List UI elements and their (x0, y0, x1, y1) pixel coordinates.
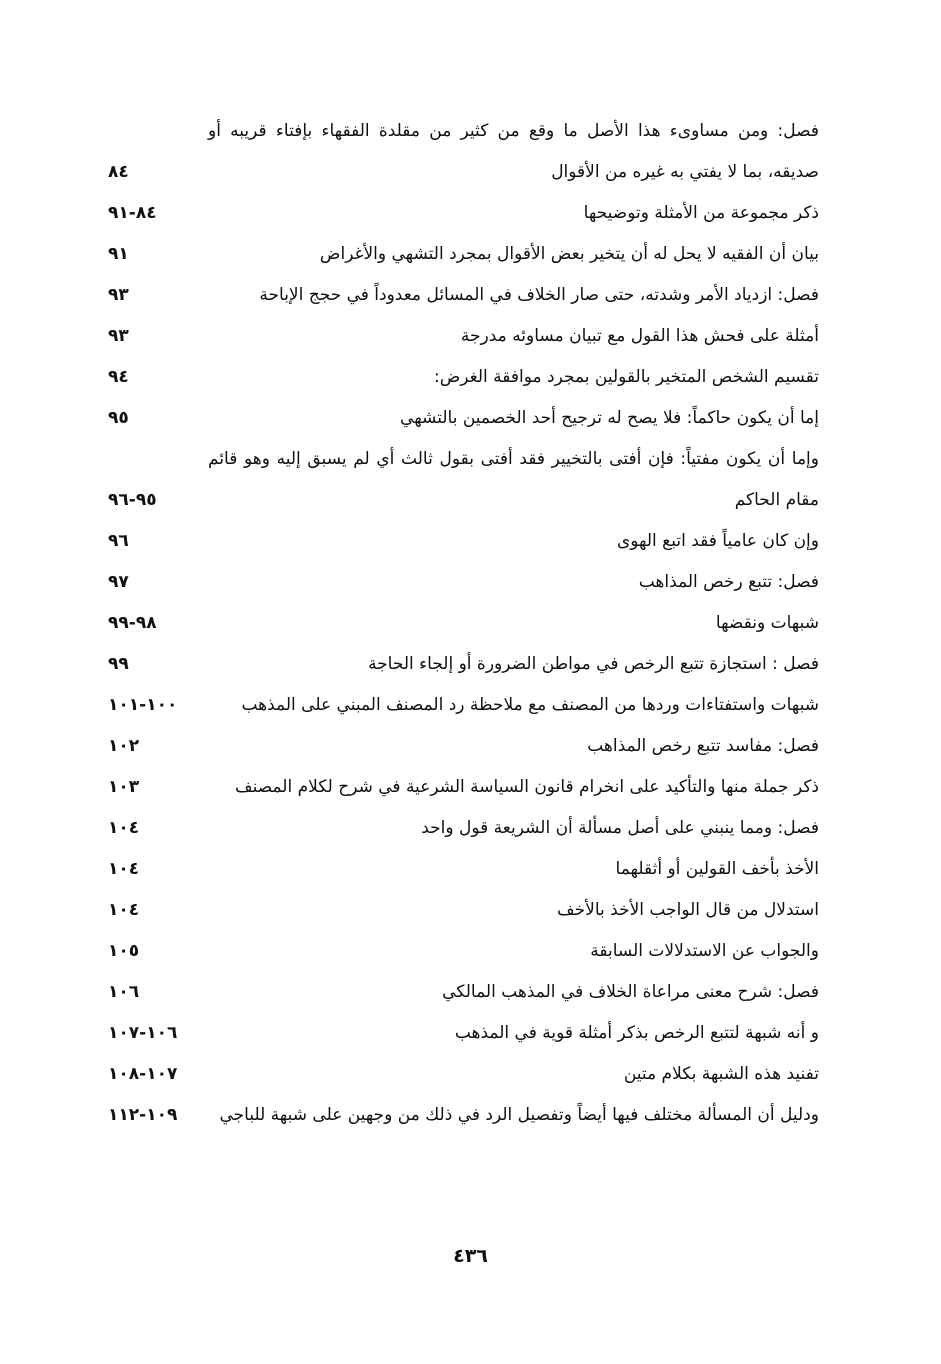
entry-title: فصل : استجازة تتبع الرخص في مواطن الضرورة أو إلجاء الحاجة (368, 654, 819, 674)
toc-entry (108, 767, 819, 808)
entry-title: الأخذ بأخف القولين أو أثقلهما (615, 859, 819, 879)
toc-entry (108, 1013, 819, 1054)
entry-title: إما أن يكون حاكماً: فلا يصح له ترجيح أحد الخصمين بالتشهي (400, 408, 819, 428)
toc-entry (108, 275, 819, 316)
toc-entry (108, 193, 819, 234)
entry-title: فصل: مفاسد تتبع رخص المذاهب (587, 736, 819, 756)
entry-title: فصل: تتبع رخص المذاهب (638, 572, 819, 592)
toc-entry (108, 808, 819, 849)
entry-page-ref: ٩١ (108, 244, 129, 264)
entry-page-ref: ٩٥-٩٦ (108, 490, 157, 510)
entry-page-ref: ١٠٧-١٠٨ (108, 1064, 178, 1084)
entry-title: تقسيم الشخص المتخير بالقولين بمجرد موافقة الغرض: (434, 367, 819, 387)
toc-entry (108, 1054, 819, 1095)
toc-entry (108, 1095, 819, 1136)
entry-page-ref: ١٠٣ (108, 777, 140, 797)
entry-page-ref: ٨٤-٩١ (108, 203, 157, 223)
toc-entry (108, 726, 819, 767)
table-of-contents (108, 111, 819, 1136)
entry-title: شبهات ونقضها (715, 613, 819, 633)
entry-title: بيان أن الفقيه لا يحل له أن يتخير بعض الأقوال بمجرد التشهي والأغراض (319, 244, 819, 264)
entry-page-ref: ٩٦ (108, 531, 129, 551)
toc-entry (108, 849, 819, 890)
entry-page-ref: ١٠٦-١٠٧ (108, 1023, 178, 1043)
toc-entry (108, 439, 819, 521)
entry-page-ref: ٩٣ (108, 326, 129, 346)
entry-page-ref: ١٠٥ (108, 941, 140, 961)
entry-title: وإما أن يكون مفتياً: فإن أفتى بالتخيير فقد أفتى بقول ثالث أي لم يسبق إليه وهو قائم مقام الحاكم (208, 449, 819, 510)
toc-entry (108, 111, 819, 193)
entry-title: فصل: شرح معنى مراعاة الخلاف في المذهب المالكي (442, 982, 819, 1002)
entry-title: شبهات واستفتاءات وردها من المصنف مع ملاحظة رد المصنف المبني على المذهب (241, 695, 819, 715)
entry-title: ودليل أن المسألة مختلف فيها أيضاً وتفصيل الرد في ذلك من وجهين على شبهة للباجي (219, 1105, 819, 1125)
toc-entry (108, 316, 819, 357)
entry-page-ref: ٩٣ (108, 285, 129, 305)
entry-page-ref: ٩٤ (108, 367, 129, 387)
entry-title: والجواب عن الاستدلالات السابقة (590, 941, 819, 961)
page-number: ٤٣٦ (453, 1245, 488, 1267)
entry-page-ref: ٩٥ (108, 408, 129, 428)
entry-title: ذكر جملة منها والتأكيد على انخرام قانون السياسة الشرعية في شرح لكلام المصنف (235, 777, 819, 797)
toc-entry (108, 234, 819, 275)
toc-entry (108, 521, 819, 562)
toc-entry (108, 685, 819, 726)
toc-entry (108, 357, 819, 398)
toc-entry (108, 931, 819, 972)
toc-entry (108, 603, 819, 644)
entry-title: فصل: ومن مساوىء هذا الأصل ما وقع من كثير من مقلدة الفقهاء بإفتاء قريبه أو صديقه، بما لا يفتي به غيره من الأقوال (208, 121, 819, 182)
entry-title: تفنيد هذه الشبهة بكلام متين (623, 1064, 819, 1084)
entry-title: فصل: ومما ينبني على أصل مسألة أن الشريعة قول واحد (421, 818, 819, 838)
entry-page-ref: ٩٧ (108, 572, 129, 592)
toc-entry (108, 972, 819, 1013)
entry-page-ref: ١٠٤ (108, 859, 140, 879)
toc-entry (108, 890, 819, 931)
entry-title: استدلال من قال الواجب الأخذ بالأخف (557, 900, 819, 920)
toc-entry (108, 562, 819, 603)
entry-page-ref: ١٠٩-١١٢ (108, 1105, 178, 1125)
entry-page-ref: ٩٩ (108, 654, 129, 674)
entry-page-ref: ٩٨-٩٩ (108, 613, 157, 633)
entry-page-ref: ١٠٠-١٠١ (108, 695, 178, 715)
toc-entry (108, 398, 819, 439)
entry-page-ref: ١٠٤ (108, 818, 140, 838)
entry-page-ref: ١٠٢ (108, 736, 140, 756)
entry-title: فصل: ازدياد الأمر وشدته، حتى صار الخلاف في المسائل معدوداً في حجج الإباحة (259, 285, 819, 305)
entry-title: و أنه شبهة لتتبع الرخص بذكر أمثلة قوية في المذهب (454, 1023, 819, 1043)
entry-page-ref: ٨٤ (108, 162, 129, 182)
entry-page-ref: ١٠٤ (108, 900, 140, 920)
entry-page-ref: ١٠٦ (108, 982, 140, 1002)
toc-entry (108, 644, 819, 685)
entry-title: وإن كان عامياً فقد اتبع الهوى (616, 531, 819, 551)
entry-title: أمثلة على فحش هذا القول مع تبيان مساوئه مدرجة (460, 326, 819, 346)
entry-title: ذكر مجموعة من الأمثلة وتوضيحها (583, 203, 819, 223)
